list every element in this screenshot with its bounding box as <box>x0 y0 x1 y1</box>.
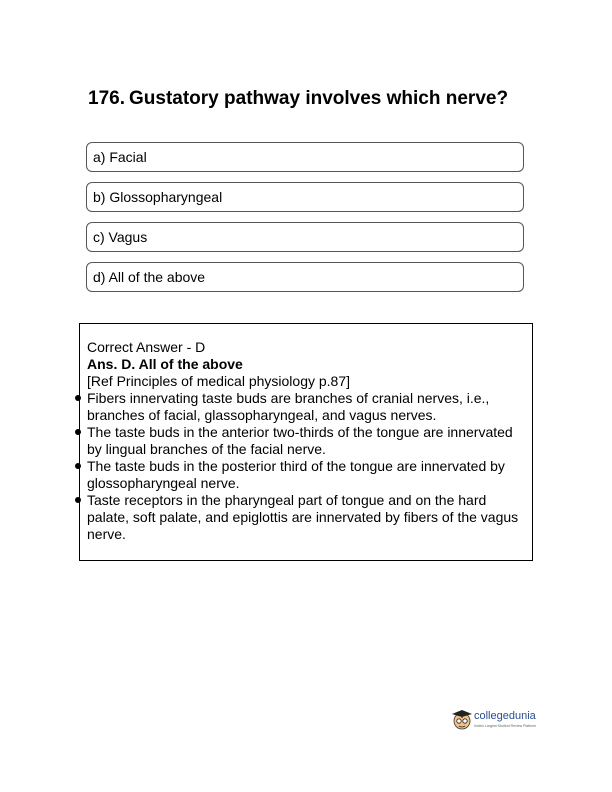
bullet-text: The taste buds in the posterior third of the tongue are innervated by glossopharyngeal nerve. <box>87 458 505 491</box>
bullet-text: Taste receptors in the pharyngeal part of tongue and on the hard palate, soft palate, and epiglottis are innervated by fibers of the vagus nerve. <box>87 492 519 542</box>
correct-answer-line: Correct Answer - D <box>87 339 206 355</box>
question-text: Gustatory pathway involves which nerve? <box>129 88 509 109</box>
bullet-icon <box>75 395 81 401</box>
list-item <box>87 458 527 492</box>
option-label: b) Glossopharyngeal <box>93 189 223 205</box>
bullet-icon <box>75 429 81 435</box>
option-d[interactable] <box>86 262 524 292</box>
logo-tagline: India's Largest Student Review Platform <box>474 724 537 728</box>
list-item <box>87 492 527 543</box>
option-label: d) All of the above <box>93 269 206 285</box>
question-number: 176. <box>88 88 125 109</box>
option-a[interactable] <box>86 142 524 172</box>
answer-explanation-box <box>79 323 533 561</box>
bullet-icon <box>75 463 81 469</box>
option-c[interactable] <box>86 222 524 252</box>
reference-line: [Ref Principles of medical physiology p.87] <box>87 373 351 389</box>
answer-heading: Ans. D. All of the above <box>87 356 243 372</box>
option-label: a) Facial <box>93 149 147 165</box>
logo-name: collegedunia <box>474 710 536 722</box>
list-item <box>87 424 527 458</box>
list-item <box>87 390 527 424</box>
bullet-icon <box>75 497 81 503</box>
option-label: c) Vagus <box>93 229 148 245</box>
bullet-text: Fibers innervating taste buds are branches of cranial nerves, i.e., branches of facial, glassopharyngeal, and vagus nerves. <box>87 390 490 423</box>
question <box>88 87 518 111</box>
collegedunia-logo <box>450 707 550 737</box>
explanation-list <box>87 390 527 543</box>
bullet-text: The taste buds in the anterior two-thirds of the tongue are innervated by lingual branches of the facial nerve. <box>87 424 513 457</box>
option-b[interactable] <box>86 182 524 212</box>
graduate-mascot-icon <box>450 707 474 731</box>
